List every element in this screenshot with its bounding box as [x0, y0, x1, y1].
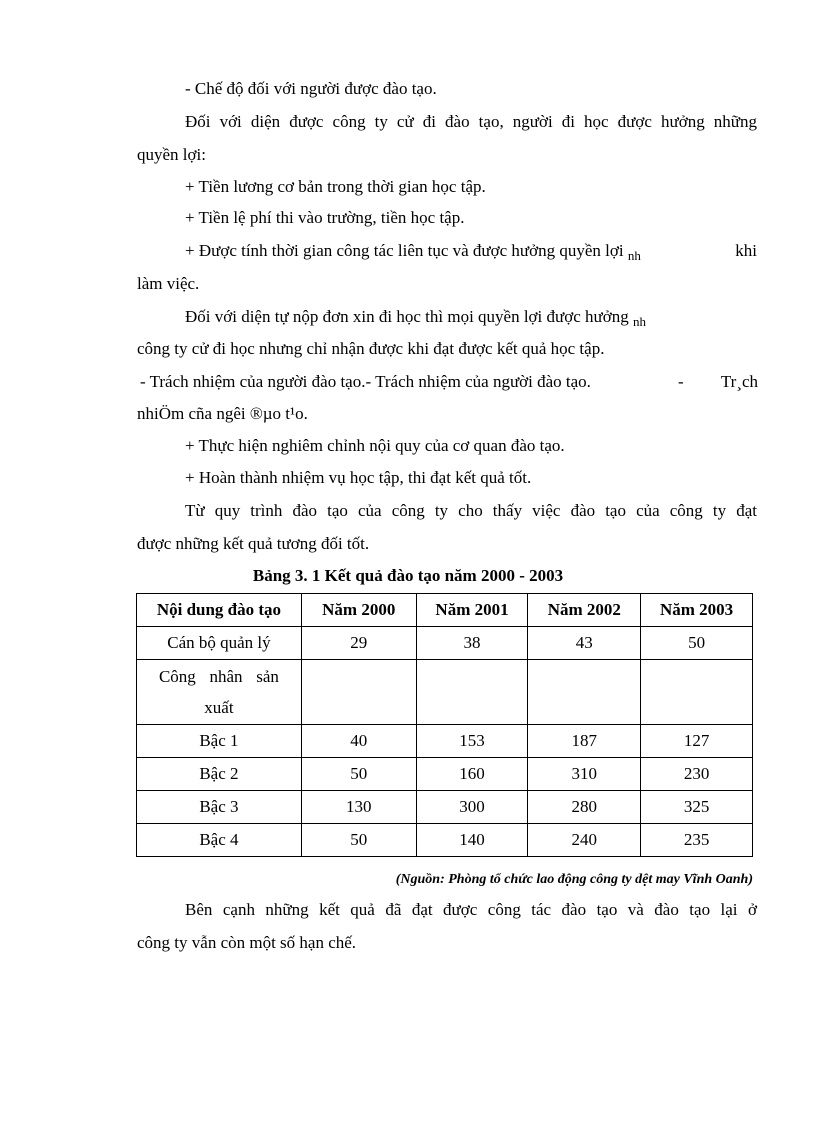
text-line: được những kết quả tương đối tốt.	[137, 534, 370, 553]
column-header: Năm 2000	[301, 594, 416, 627]
text-line: + Hoàn thành nhiệm vụ học tập, thi đạt kết quả tốt.	[185, 468, 532, 487]
text-fragment: - Trách nhiệm của người đào tạo.- Trách nhiệm của người đào tạo.	[140, 372, 591, 391]
text-fragment: nh	[627, 248, 641, 263]
text-line: - Chế độ đối với người được đào tạo.	[185, 79, 437, 98]
table-cell: 230	[641, 758, 753, 791]
table-cell: 240	[528, 824, 641, 857]
column-header: Năm 2002	[528, 594, 641, 627]
table-row	[137, 725, 753, 758]
table-row	[137, 660, 753, 725]
text-line: + Thực hiện nghiêm chỉnh nội quy của cơ quan đào tạo.	[185, 436, 565, 455]
text-line	[185, 306, 646, 329]
column-header: Nội dung đào tạo	[137, 594, 302, 627]
text-line: nhiÖm cña ngêi ®µo t¹o.	[137, 404, 308, 423]
table-cell: 43	[528, 627, 641, 660]
text-line	[185, 240, 757, 263]
table-row	[137, 758, 753, 791]
text-fragment: nh	[632, 314, 646, 329]
table-cell	[301, 660, 416, 725]
cell-text: Công nhân sản xuất	[158, 667, 279, 717]
text-line: Bên cạnh những kết quả đã đạt được công tác đào tạo và đào tạo lại ở	[185, 900, 757, 919]
table-cell: 40	[301, 725, 416, 758]
text-line: Đối với diện được công ty cử đi đào tạo, người đi học được hưởng những	[185, 112, 757, 131]
table-cell: Bậc 4	[137, 824, 302, 857]
text-fragment: + Được tính thời gian công tác liên tục và được hưởng quyền lợi	[185, 241, 624, 260]
results-table	[136, 593, 753, 857]
table-cell: 130	[301, 791, 416, 824]
table-cell: 127	[641, 725, 753, 758]
table-cell	[137, 660, 302, 725]
table-cell: 280	[528, 791, 641, 824]
text-line	[140, 371, 758, 393]
table-cell: Cán bộ quản lý	[137, 627, 302, 660]
table-cell: 325	[641, 791, 753, 824]
table-cell: Bậc 3	[137, 791, 302, 824]
table-cell: 187	[528, 725, 641, 758]
table-row	[137, 824, 753, 857]
table-cell: 300	[416, 791, 528, 824]
text-fragment: Tr¸ch	[720, 372, 758, 391]
table-cell: 50	[301, 758, 416, 791]
table-cell: 235	[641, 824, 753, 857]
text-fragment: khi	[735, 241, 757, 260]
text-line: quyền lợi:	[137, 145, 206, 164]
text-line: công ty vẫn còn một số hạn chế.	[137, 933, 357, 952]
column-header: Năm 2003	[641, 594, 753, 627]
table-cell: 140	[416, 824, 528, 857]
text-line: Từ quy trình đào tạo của công ty cho thấy việc đào tạo của công ty đạt	[185, 501, 757, 520]
table-cell	[416, 660, 528, 725]
text-line: + Tiền lệ phí thi vào trường, tiền học tập.	[185, 208, 465, 227]
table-cell: Bậc 2	[137, 758, 302, 791]
table-row	[137, 791, 753, 824]
table-cell	[641, 660, 753, 725]
table-cell: 50	[641, 627, 753, 660]
table-caption: Bảng 3. 1 Kết quả đào tạo năm 2000 - 2003	[252, 566, 564, 585]
table-cell: 38	[416, 627, 528, 660]
table-header-row	[137, 594, 753, 627]
column-header: Năm 2001	[416, 594, 528, 627]
table-cell	[528, 660, 641, 725]
table-cell: Bậc 1	[137, 725, 302, 758]
text-fragment: -	[678, 372, 684, 391]
table-cell: 153	[416, 725, 528, 758]
table-cell: 160	[416, 758, 528, 791]
table-row	[137, 627, 753, 660]
text-line: làm việc.	[137, 274, 200, 293]
text-fragment: Đối với diện tự nộp đơn xin đi học thì mọi quyền lợi được hưởng	[185, 307, 629, 326]
table-source-note: (Nguồn: Phòng tổ chức lao động công ty dệt may Vĩnh Oanh)	[395, 872, 753, 887]
text-line: công ty cử đi học nhưng chỉ nhận được khi đạt được kết quả học tập.	[137, 339, 605, 358]
text-line: + Tiền lương cơ bản trong thời gian học tập.	[185, 177, 486, 196]
table-cell: 310	[528, 758, 641, 791]
table-cell: 29	[301, 627, 416, 660]
table-cell: 50	[301, 824, 416, 857]
